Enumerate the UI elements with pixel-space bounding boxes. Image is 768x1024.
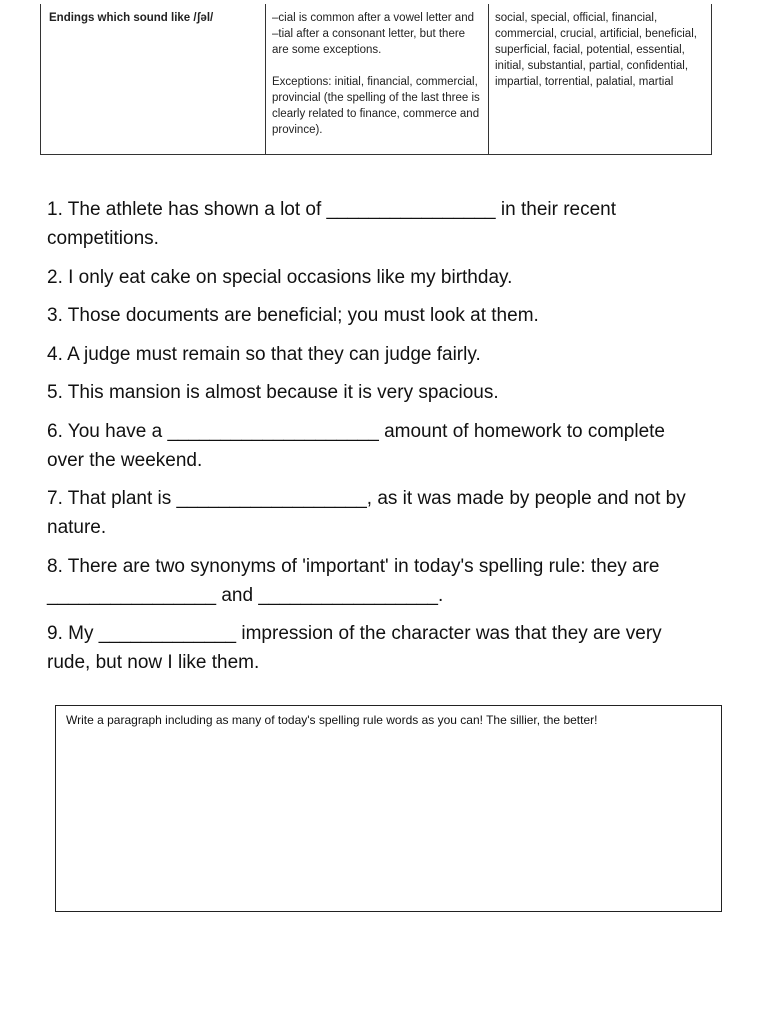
question-3: 3. Those documents are beneficial; you must look at them. (47, 305, 539, 326)
question-6: 6. You have a ____________________ amount of homework to complete over the weekend. (47, 420, 665, 471)
example-words-cell (489, 4, 712, 155)
rule-text: –cial is common after a vowel letter and –tial after a consonant letter, but there are some exceptions. (272, 12, 474, 56)
rule-heading: Endings which sound like /ʃəl/ (49, 12, 214, 24)
spelling-rule-table (40, 4, 712, 155)
exceptions-text: Exceptions: initial, financial, commercial, provincial (the spelling of the last three is clearly related to finance, commerce and province). (272, 76, 480, 136)
rule-heading-cell (41, 4, 266, 155)
table-row (41, 4, 712, 155)
question-2: 2. I only eat cake on special occasions like my birthday. (47, 266, 513, 288)
question-8: 8. There are two synonyms of 'important' in today's spelling rule: they are ________________ and _________________. (47, 555, 660, 606)
question-4: 4. A judge must remain so that they can judge fairly. (47, 343, 481, 365)
writing-prompt: Write a paragraph including as many of today's spelling rule words as you can! The sillier, the better! (66, 713, 598, 727)
example-words: social, special, official, financial, commercial, crucial, artificial, beneficial, superficial, facial, potential, essential, initial, substantial, partial, confidential, impartial, torrential, palatial, martial (495, 12, 697, 88)
question-9: 9. My _____________ impression of the character was that they are very rude, but now I like them. (47, 623, 662, 673)
question-7: 7. That plant is __________________, as it was made by people and not by nature. (47, 488, 686, 538)
question-1: 1. The athlete has shown a lot of ________________ in their recent competitions. (47, 199, 617, 249)
rule-explanation-cell (266, 4, 489, 155)
question-list (47, 195, 687, 687)
paragraph-writing-box[interactable] (55, 705, 722, 912)
question-5: 5. This mansion is almost because it is very spacious. (47, 382, 499, 403)
